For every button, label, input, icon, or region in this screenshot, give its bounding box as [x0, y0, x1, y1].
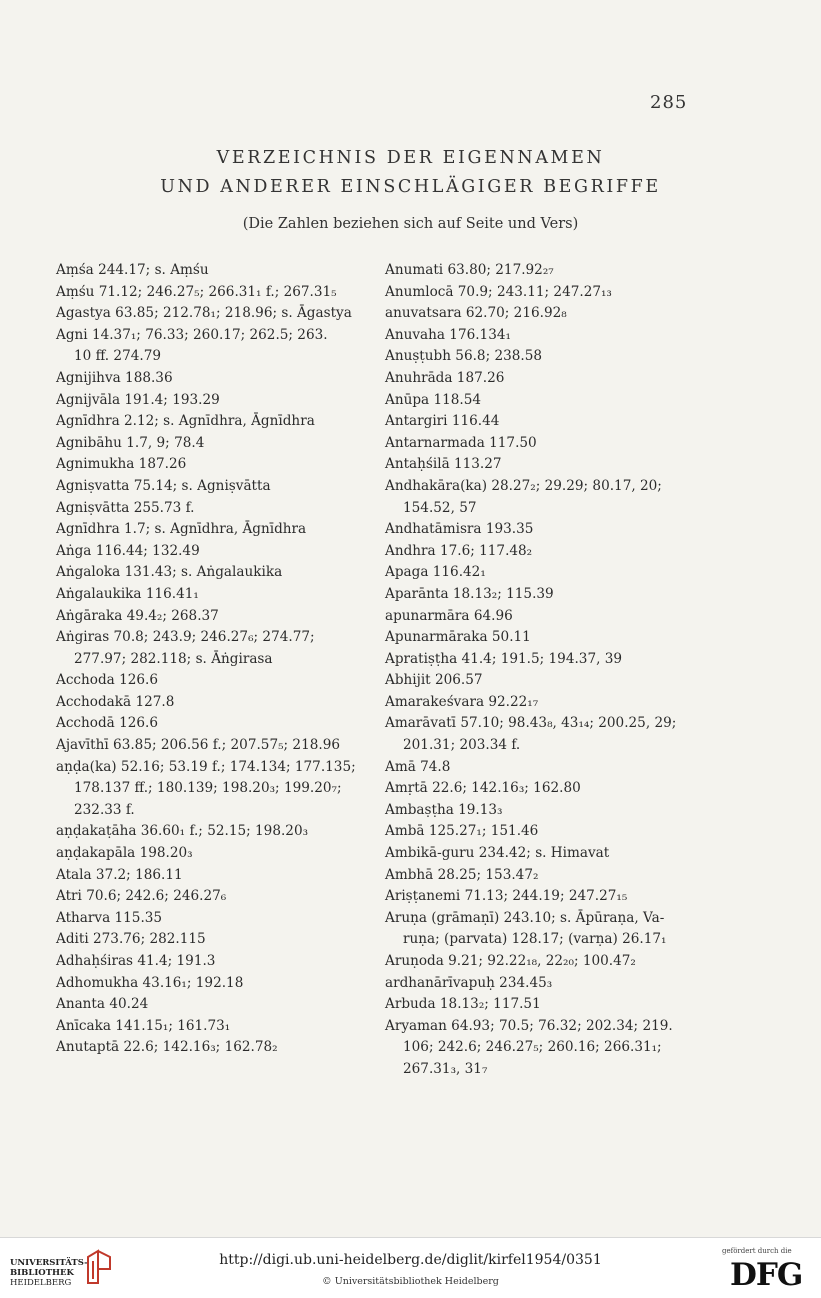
index-entry: Aṅga 116.44; 132.49 — [56, 542, 200, 559]
index-entry: Acchoda 126.6 — [56, 672, 159, 689]
index-entry: Apratiṣṭha 41.4; 191.5; 194.37, 39 — [385, 650, 623, 667]
library-line-2: BIBLIOTHEK — [10, 1268, 74, 1278]
index-entry: Anūpa 118.54 — [385, 391, 482, 408]
index-entry: aṇḍa(ka) 52.16; 53.19 f.; 174.134; 177.135; — [56, 758, 356, 775]
index-entry: aṇḍakaṭāha 36.60₁ f.; 52.15; 198.20₃ — [56, 823, 309, 840]
index-entry: Amā 74.8 — [385, 758, 451, 775]
index-entry: Amarakeśvara 92.22₁₇ — [385, 693, 539, 710]
index-entry: Agnibāhu 1.7, 9; 78.4 — [56, 434, 205, 451]
index-entry: Agnimukha 187.26 — [56, 456, 187, 473]
index-entry: Agastya 63.85; 212.78₁; 218.96; s. Āgastya — [56, 305, 352, 322]
index-entry: Antargiri 116.44 — [385, 413, 500, 430]
index-entry: Atharva 115.35 — [56, 909, 163, 926]
index-entry: Antarnarmada 117.50 — [385, 434, 537, 451]
index-entry: Apunarmāraka 50.11 — [385, 629, 531, 646]
index-entry: Anīcaka 141.15₁; 161.73₁ — [56, 1017, 231, 1034]
index-entry: Atri 70.6; 242.6; 246.27₆ — [56, 888, 227, 905]
index-entry: Agnijihva 188.36 — [56, 369, 173, 386]
funded-by-caption: gefördert durch die — [722, 1247, 792, 1255]
index-entry: 267.31₃, 31₇ — [403, 1060, 488, 1077]
index-entry: Ajavīthī 63.85; 206.56 f.; 207.57₅; 218.96 — [56, 737, 341, 754]
index-entry: ardhanārīvapuḥ 234.45₃ — [385, 974, 553, 991]
index-entry: Anuhrāda 187.26 — [385, 369, 505, 386]
index-entry: Ananta 40.24 — [56, 996, 149, 1013]
index-entry: Ariṣṭanemi 71.13; 244.19; 247.27₁₅ — [385, 888, 628, 905]
index-entry: anuvatsara 62.70; 216.92₈ — [385, 305, 567, 322]
index-entry: Adhomukha 43.16₁; 192.18 — [56, 974, 244, 991]
index-entry: Abhijit 206.57 — [385, 672, 483, 689]
page-number: 285 — [650, 92, 688, 113]
index-entry: 232.33 f. — [74, 801, 135, 818]
index-entry: Apaga 116.42₁ — [385, 564, 486, 581]
copyright-notice: © Universitätsbibliothek Heidelberg — [322, 1276, 499, 1287]
index-entry: Atala 37.2; 186.11 — [56, 866, 183, 883]
index-entry: Anuvaha 176.134₁ — [385, 326, 511, 343]
left-index-column — [56, 260, 381, 1059]
index-entry: Arbuda 18.13₂; 117.51 — [385, 996, 541, 1013]
index-entry: 154.52, 57 — [403, 499, 477, 516]
index-entry: Aruṇa (grāmaṇī) 243.10; s. Āpūraṇa, Va- — [385, 909, 665, 926]
index-entry: Ambaṣṭha 19.13₃ — [385, 801, 503, 818]
right-index-column — [385, 260, 710, 1081]
subtitle: (Die Zahlen beziehen sich auf Seite und Vers) — [242, 216, 579, 232]
index-entry: Agnijvāla 191.4; 193.29 — [56, 391, 220, 408]
index-entry: aṇḍakapāla 198.20₃ — [56, 845, 193, 862]
index-entry: Aṃśu 71.12; 246.27₅; 266.31₁ f.; 267.31₅ — [56, 283, 337, 300]
index-entry: Anutaptā 22.6; 142.16₃; 162.78₂ — [56, 1039, 278, 1056]
index-entry: Aṅgalaukika 116.41₁ — [56, 585, 199, 602]
index-entry: Agniṣvatta 75.14; s. Agniṣvātta — [56, 477, 271, 494]
index-entry: Ambikā-guru 234.42; s. Himavat — [385, 845, 610, 862]
index-entry: Adhaḥśiras 41.4; 191.3 — [56, 953, 216, 969]
index-entry: 10 ff. 274.79 — [74, 348, 161, 365]
index-entry: Amarāvatī 57.10; 98.43₈, 43₁₄; 200.25, 29; — [385, 715, 677, 732]
index-entry: Anuṣṭubh 56.8; 238.58 — [385, 348, 543, 365]
index-entry: 178.137 ff.; 180.139; 198.20₃; 199.20₇; — [74, 780, 342, 797]
index-entry: Anumati 63.80; 217.92₂₇ — [385, 262, 554, 278]
index-entry: 201.31; 203.34 f. — [403, 737, 521, 754]
index-entry: Ambhā 28.25; 153.47₂ — [385, 866, 539, 883]
permalink-url[interactable]: http://digi.ub.uni-heidelberg.de/diglit/kirfel1954/0351 — [219, 1252, 602, 1268]
index-entry: Acchodā 126.6 — [56, 715, 159, 732]
index-entry: Aparānta 18.13₂; 115.39 — [385, 585, 554, 602]
index-entry: Aruṇoda 9.21; 92.22₁₈, 22₂₀; 100.47₂ — [385, 953, 636, 969]
index-entry: Agnīdhra 2.12; s. Agnīdhra, Āgnīdhra — [56, 413, 315, 430]
index-entry: Anumlocā 70.9; 243.11; 247.27₁₃ — [385, 283, 612, 300]
index-entry: Amṛtā 22.6; 142.16₃; 162.80 — [385, 780, 581, 797]
index-entry: Ambā 125.27₁; 151.46 — [385, 823, 539, 840]
index-entry: Aṅgiras 70.8; 243.9; 246.27₆; 274.77; — [56, 629, 315, 646]
index-entry: Agniṣvātta 255.73 f. — [56, 499, 195, 516]
index-entry: Agni 14.37₁; 76.33; 260.17; 262.5; 263. — [56, 326, 328, 343]
index-entry: Andhra 17.6; 117.48₂ — [385, 542, 533, 559]
index-entry: 106; 242.6; 246.27₅; 260.16; 266.31₁; — [403, 1039, 662, 1056]
index-entry: Aṅgāraka 49.4₂; 268.37 — [56, 607, 219, 624]
index-entry: ruṇa; (parvata) 128.17; (varṇa) 26.17₁ — [403, 931, 667, 948]
index-entry: Agnīdhra 1.7; s. Agnīdhra, Āgnīdhra — [56, 521, 307, 538]
library-line-1: UNIVERSITÄTS- — [10, 1258, 88, 1268]
index-entry: 277.97; 282.118; s. Āṅgirasa — [74, 650, 273, 667]
index-entry: Aditi 273.76; 282.115 — [56, 931, 206, 948]
index-entry: Aryaman 64.93; 70.5; 76.32; 202.34; 219. — [385, 1017, 673, 1034]
index-entry: Aṅgaloka 131.43; s. Aṅgalaukika — [56, 564, 283, 581]
library-line-3: HEIDELBERG — [10, 1278, 72, 1288]
index-entry: Antaḥśilā 113.27 — [385, 456, 502, 473]
index-entry: Acchodakā 127.8 — [56, 693, 175, 710]
index-entry: apunarmāra 64.96 — [385, 607, 513, 624]
index-entry: Andhatāmisra 193.35 — [385, 521, 534, 538]
dfg-logo: DFG — [730, 1257, 803, 1293]
title-line-1: VERZEICHNIS DER EIGENNAMEN — [216, 148, 605, 168]
index-entry: Andhakāra(ka) 28.27₂; 29.29; 80.17, 20; — [385, 477, 662, 494]
title-line-2: UND ANDERER EINSCHLÄGIGER BEGRIFFE — [160, 177, 661, 197]
index-entry: Aṃśa 244.17; s. Aṃśu — [56, 262, 209, 278]
